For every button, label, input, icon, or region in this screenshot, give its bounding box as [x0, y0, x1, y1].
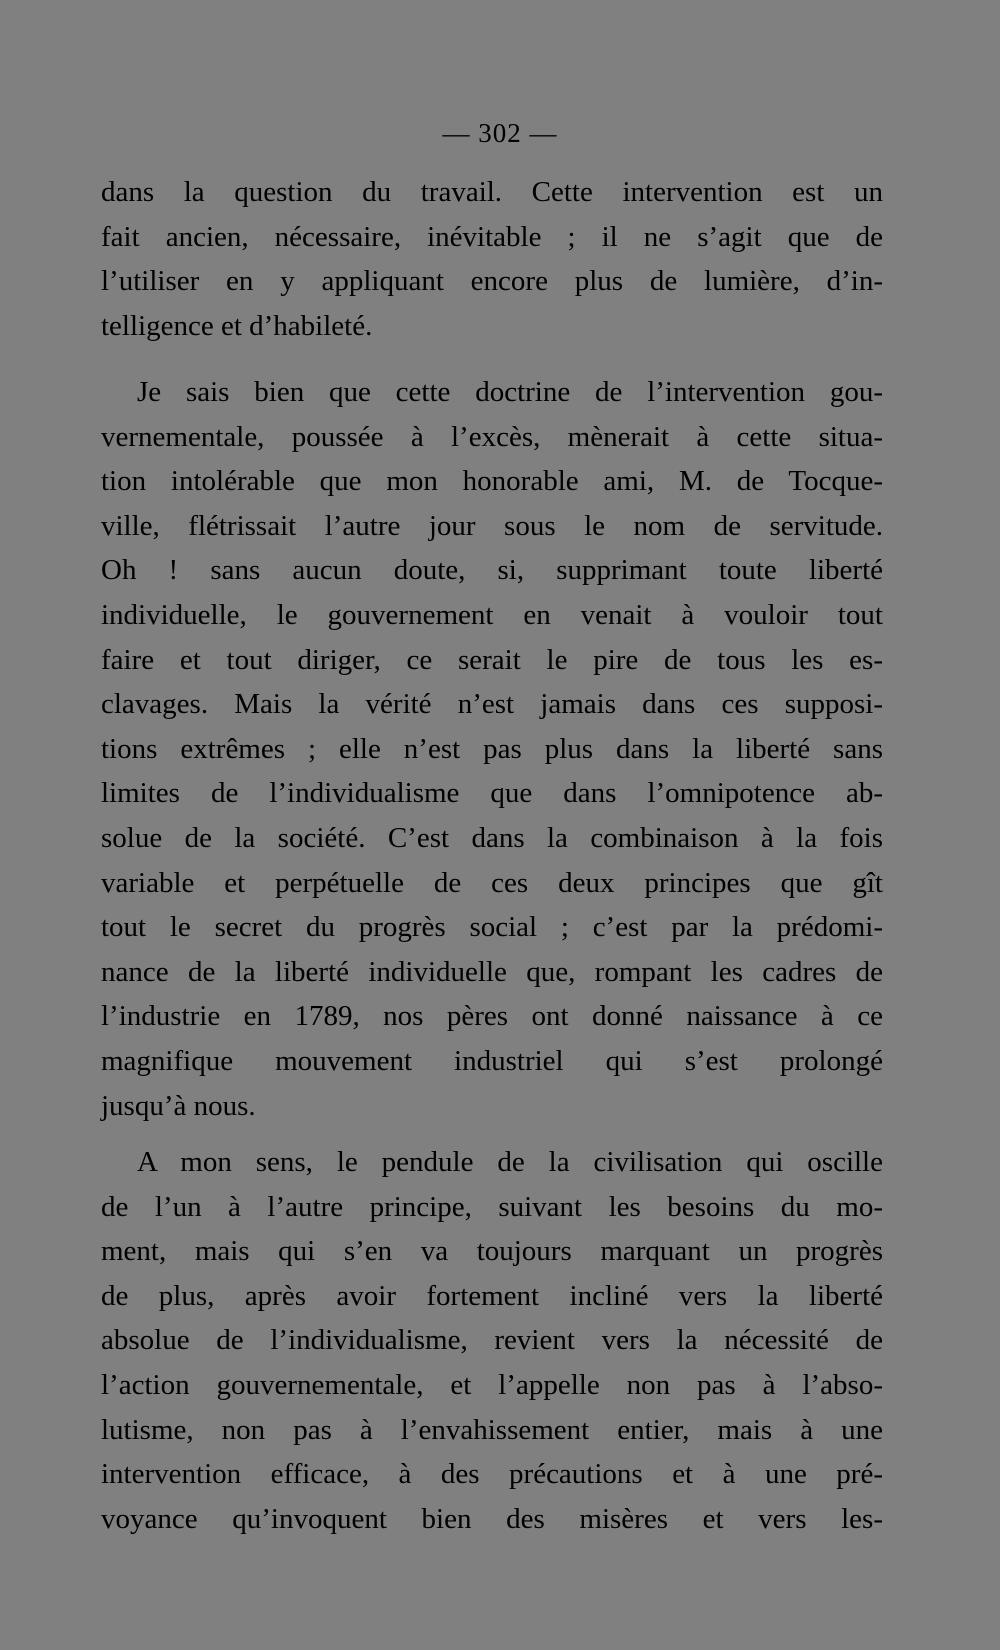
text-line: nance de la liberté individuelle que, rompant les cadres de	[101, 955, 883, 988]
text-line: Oh ! sans aucun doute, si, supprimant toute liberté	[101, 554, 883, 587]
text-line: lutisme, non pas à l’envahissement entier, mais à une	[101, 1413, 883, 1446]
text-line: ment, mais qui s’en va toujours marquant un progrès	[101, 1235, 883, 1268]
text-line: jusqu’à nous.	[101, 1089, 256, 1122]
text-line: variable et perpétuelle de ces deux principes que gît	[101, 866, 883, 899]
text-line: voyance qu’invoquent bien des misères et vers les-	[101, 1502, 883, 1535]
text-line: absolue de l’individualisme, revient vers la nécessité de	[101, 1324, 883, 1357]
text-line: tion intolérable que mon honorable ami, M. de Tocque-	[101, 465, 883, 498]
text-line: tout le secret du progrès social ; c’est par la prédomi-	[101, 911, 883, 944]
text-line: Je sais bien que cette doctrine de l’intervention gou-	[137, 376, 883, 408]
paragraph-2	[101, 370, 883, 1128]
text-line: vernementale, poussée à l’excès, mènerait à cette situa-	[101, 420, 883, 453]
text-line: de l’un à l’autre principe, suivant les besoins du mo-	[101, 1190, 883, 1223]
paragraph-3	[101, 1140, 883, 1541]
text-line: l’utiliser en y appliquant encore plus de lumière, d’in-	[101, 265, 883, 298]
text-line: solue de la société. C’est dans la combinaison à la fois	[101, 821, 883, 854]
text-line: telligence et d’habileté.	[101, 309, 373, 342]
text-line: A mon sens, le pendule de la civilisation qui oscille	[137, 1146, 883, 1178]
text-line: individuelle, le gouvernement en venait à vouloir tout	[101, 598, 883, 631]
text-line: magnifique mouvement industriel qui s’est prolongé	[101, 1044, 883, 1077]
text-line: dans la question du travail. Cette intervention est un	[101, 176, 883, 208]
text-line: intervention efficace, à des précautions et à une pré-	[101, 1458, 883, 1491]
paragraph-1	[101, 170, 883, 348]
text-line: clavages. Mais la vérité n’est jamais dans ces supposi-	[101, 688, 883, 721]
text-line: l’industrie en 1789, nos pères ont donné naissance à ce	[101, 1000, 883, 1033]
text-line: de plus, après avoir fortement incliné vers la liberté	[101, 1279, 883, 1312]
text-line: faire et tout diriger, ce serait le pire de tous les es-	[101, 643, 883, 676]
page-number: — 302 —	[442, 118, 558, 148]
text-line: tions extrêmes ; elle n’est pas plus dans la liberté sans	[101, 732, 883, 765]
text-line: fait ancien, nécessaire, inévitable ; il ne s’agit que de	[101, 220, 883, 253]
text-line: ville, flétrissait l’autre jour sous le nom de servitude.	[101, 509, 883, 542]
text-line: l’action gouvernementale, et l’appelle non pas à l’abso-	[101, 1368, 883, 1401]
text-line: limites de l’individualisme que dans l’omnipotence ab-	[101, 777, 883, 810]
